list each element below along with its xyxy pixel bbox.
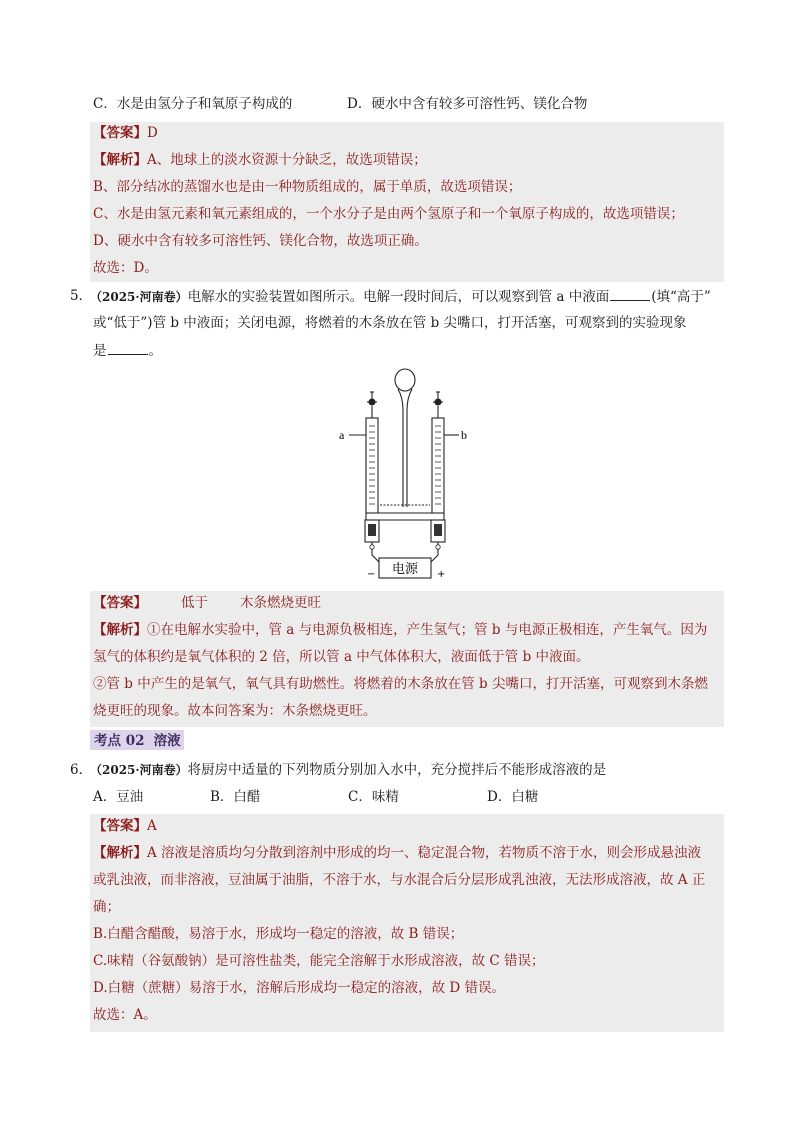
q5-stem-1: （2025·河南卷）电解水的实验装置如图所示。电解一段时间后，可以观察到管 a 中液面 (填“高于” <box>90 286 711 307</box>
q5-number: 5． <box>70 288 93 304</box>
q5-answer: 【答案】 低于 木条燃烧更旺 <box>93 595 321 611</box>
q5-analysis-4: 烧更旺的现象。故本问答案为：木条燃烧更旺。 <box>93 703 377 719</box>
q6-analysis-2: 或乳浊液，而非溶液，豆油属于油脂，不溶于水，与水混合后分层形成乳浊液，无法形成溶液，故 A 正 <box>93 872 706 888</box>
q6-analysis-1: 【解析】A 溶液是溶质均匀分散到溶剂中形成的均一、稳定混合物，若物质不溶于水，则会形成悬浊液 <box>93 845 702 861</box>
electrolysis-apparatus-figure <box>335 362 465 584</box>
q4-option-c: C．水是由氢分子和氧原子构成的 <box>93 96 293 112</box>
q5-blank-1[interactable] <box>610 286 650 301</box>
q6-option-d: D．白糖 <box>487 789 539 805</box>
q5-stem-3: 是 。 <box>93 340 162 361</box>
q5-analysis-2: 氢气的体积约是氧气体积的 2 倍，所以管 a 中气体体积大，液面低于管 b 中液面。 <box>93 649 590 665</box>
figure-label-b: b <box>461 428 467 442</box>
q4-answer: 【答案】D <box>93 125 158 141</box>
section-header: 考点 02 溶液 <box>90 730 184 750</box>
figure-minus-sign: − <box>367 569 376 580</box>
q4-conclusion: 故选：D。 <box>93 260 158 276</box>
q6-conclusion: 故选：A。 <box>93 1007 157 1023</box>
figure-label-a: a <box>339 428 345 442</box>
q6-number: 6． <box>70 762 93 778</box>
q5-analysis-1: 【解析】①在电解水实验中，管 a 与电源负极相连，产生氢气；管 b 与电源正极相连，产生氧气。因为 <box>93 622 708 638</box>
q5-stem-2: 或“低于”)管 b 中液面；关闭电源，将燃着的木条放在管 b 尖嘴口，打开活塞，可观察到的实验现象 <box>93 315 687 331</box>
q6-stem: （2025·河南卷）将厨房中适量的下列物质分别加入水中，充分搅拌后不能形成溶液的是 <box>90 762 607 778</box>
q4-analysis-1: 【解析】A、地球上的淡水资源十分缺乏，故选项错误； <box>93 152 427 168</box>
q6-option-a: A．豆油 <box>93 789 144 805</box>
q4-analysis-2: B、部分结冰的蒸馏水也是由一种物质组成的，属于单质，故选项错误； <box>93 179 522 195</box>
figure-plus-sign: + <box>437 569 446 580</box>
q6-answer: 【答案】A <box>93 818 157 834</box>
figure-power-label: 电源 <box>391 562 419 577</box>
q4-analysis-4: D、硬水中含有较多可溶性钙、镁化合物，故选项正确。 <box>93 233 428 249</box>
q4-option-d: D．硬水中含有较多可溶性钙、镁化合物 <box>347 96 588 112</box>
q6-option-c: C．味精 <box>348 789 399 805</box>
q5-analysis-3: ②管 b 中产生的是氧气，氧气具有助燃性。将燃着的木条放在管 b 尖嘴口，打开活塞，可观察到木条燃 <box>93 676 708 692</box>
q4-answer-box <box>90 122 724 282</box>
q5-blank-2[interactable] <box>108 340 148 355</box>
q6-analysis-6: D.白糖（蔗糖）易溶于水，溶解后形成均一稳定的溶液，故 D 错误。 <box>93 980 506 996</box>
q6-option-b: B．白醋 <box>210 789 261 805</box>
q4-analysis-3: C、水是由氢元素和氧元素组成的，一个水分子是由两个氢原子和一个氧原子构成的，故选项错误； <box>93 206 684 222</box>
q6-analysis-4: B.白醋含醋酸，易溶于水，形成均一稳定的溶液，故 B 错误； <box>93 926 464 942</box>
q6-analysis-5: C.味精（谷氨酸钠）是可溶性盐类，能完全溶解于水形成溶液，故 C 错误； <box>93 953 545 969</box>
q6-analysis-3: 确； <box>93 899 120 915</box>
